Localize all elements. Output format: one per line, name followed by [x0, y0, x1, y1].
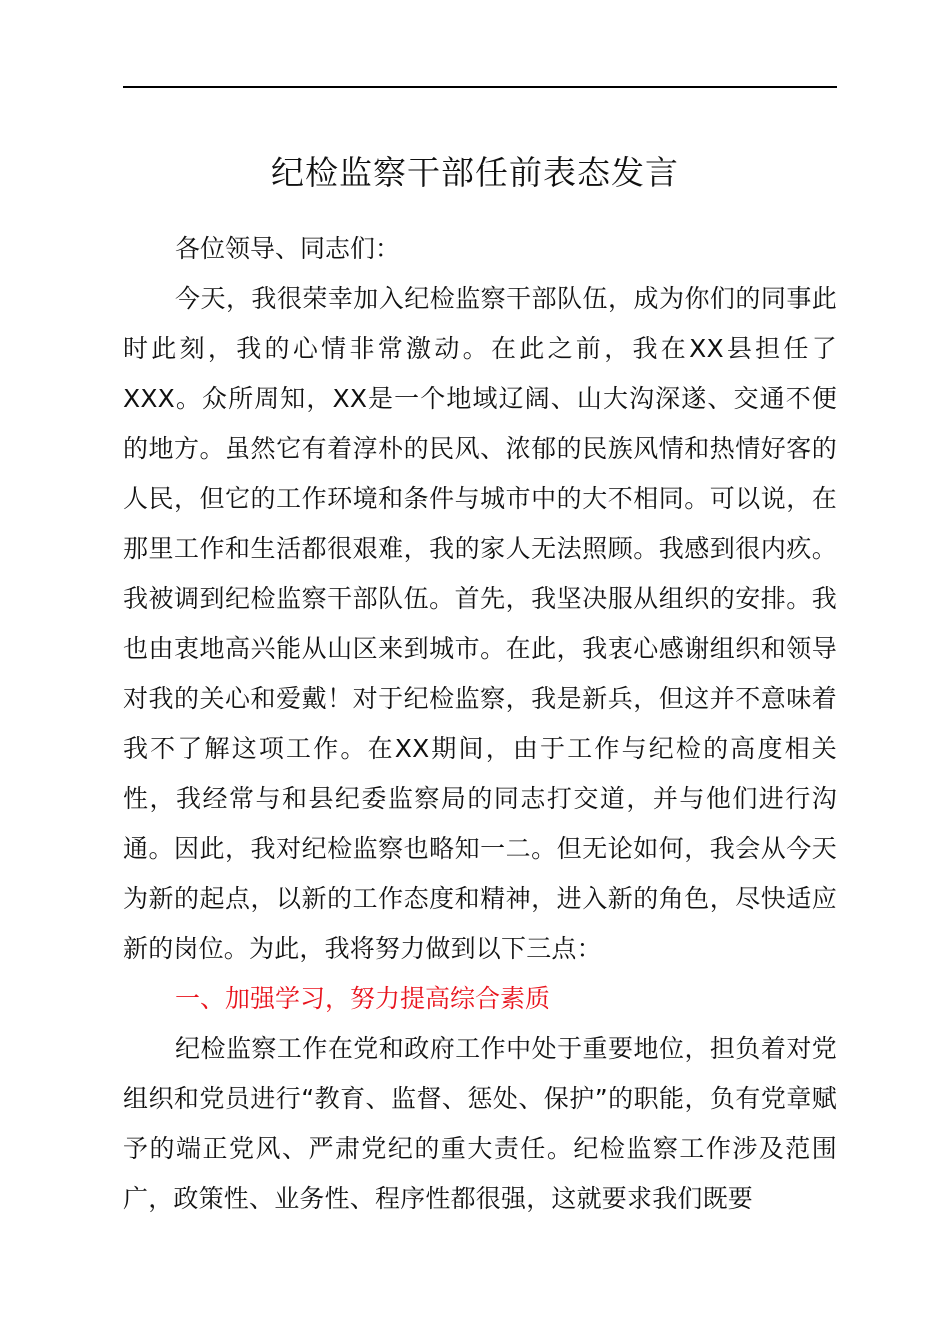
- document-body: [123, 224, 837, 1224]
- document-title: 纪检监察干部任前表态发言: [271, 153, 679, 192]
- paragraph-intro: 今天，我很荣幸加入纪检监察干部队伍，成为你们的同事此时此刻，我的心情非常激动。在此之前，我在XX县担任了XXX。众所周知，XX是一个地域辽阔、山大沟深遂、交通不便的地方。虽然它有着淳朴的民风、浓郁的民族风情和热情好客的人民，但它的工作环境和条件与城市中的大不相同。可以说，在那里工作和生活都很艰难，我的家人无法照顾。我感到很内疚。我被调到纪检监察干部队伍。首先，我坚决服从组织的安排。我也由衷地高兴能从山区来到城市。在此，我衷心感谢组织和领导对我的关心和爱戴！对于纪检监察，我是新兵，但这并不意味着我不了解这项工作。在XX期间，由于工作与纪检的高度相关性，我经常与和县纪委监察局的同志打交道，并与他们进行沟通。因此，我对纪检监察也略知一二。但无论如何，我会从今天为新的起点，以新的工作态度和精神，进入新的角色，尽快适应新的岗位。为此，我将努力做到以下三点：: [123, 284, 837, 963]
- section-heading-1: 一、加强学习，努力提高综合素质: [175, 984, 551, 1013]
- salutation: 各位领导、同志们：: [175, 234, 401, 263]
- paragraph-section-1: 纪检监察工作在党和政府工作中处于重要地位，担负着对党组织和党员进行“教育、监督、惩处、保护”的职能，负有党章赋予的端正党风、严肃党纪的重大责任。纪检监察工作涉及范围广，政策性、业务性、程序性都很强，这就要求我们既要: [123, 1034, 837, 1213]
- top-horizontal-rule: [123, 86, 837, 88]
